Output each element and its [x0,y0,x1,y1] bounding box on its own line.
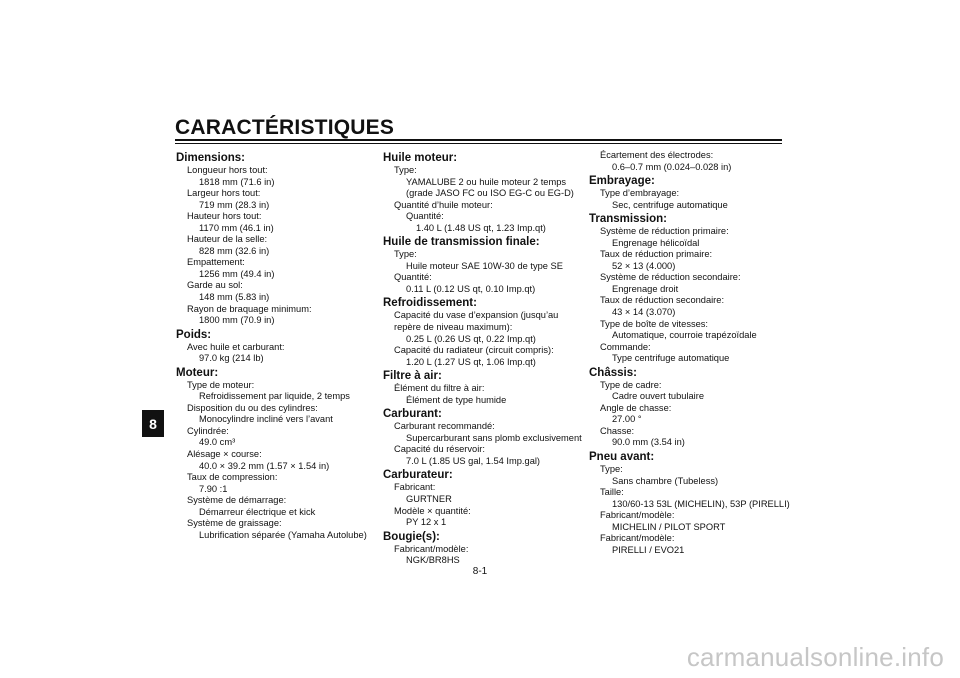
spec-value: 1818 mm (71.6 in) [199,176,275,187]
section-heading: Carburant: [383,408,442,421]
spec-label: Système de réduction primaire: [600,226,729,237]
spec-value: 49.0 cm³ [199,437,236,448]
section-heading: Poids: [176,328,212,341]
spec-value: 130/60-13 53L (MICHELIN), 53P (PIRELLI) [612,498,790,509]
spec-value: GURTNER [406,494,452,505]
spec-value: (grade JASO FC ou ISO EG-C ou EG-D) [406,188,574,199]
spec-label: Cylindrée: [187,425,229,436]
section-heading: Huile moteur: [383,152,458,164]
spec-value: YAMALUBE 2 ou huile moteur 2 temps [406,176,567,187]
section-heading: Carburateur: [383,469,453,482]
title-rule [175,139,782,141]
spec-value: 719 mm (28.3 in) [199,199,270,210]
spec-value: 0.6–0.7 mm (0.024–0.028 in) [612,161,732,172]
spec-value: Type centrifuge automatique [612,353,730,364]
spec-label: Système de graissage: [187,518,282,529]
spec-value: Élément de type humide [406,394,507,405]
spec-value: Engrenage hélicoïdal [612,237,700,248]
spec-label: Taux de réduction primaire: [600,249,713,260]
chapter-tab: 8 [142,410,164,437]
section-heading: Bougie(s): [383,530,440,543]
spec-value: 43 × 14 (3.070) [612,307,676,318]
spec-value: Démarreur électrique et kick [199,506,316,517]
spec-value: 27.00 ° [612,414,642,425]
spec-label: Fabricant: [394,482,436,493]
section-heading: Filtre à air: [383,370,442,383]
spec-label: Hauteur hors tout: [187,211,262,222]
spec-label: Type de cadre: [600,379,662,390]
spec-label: Hauteur de la selle: [187,234,268,245]
section-heading: Embrayage: [589,175,655,188]
spec-label: Type: [394,249,417,260]
spec-value: 7.90 :1 [199,483,228,494]
spec-value: Quantité: [406,211,444,222]
spec-label: Modèle × quantité: [394,505,471,516]
page-number: 8-1 [472,566,488,577]
section-heading: Pneu avant: [589,451,655,464]
spec-value: 1800 mm (70.9 in) [199,315,275,326]
spec-label: Écartement des électrodes: [600,150,714,160]
spec-value: 97.0 kg (214 lb) [199,353,264,364]
page-title: CARACTÉRISTIQUES [175,116,395,139]
spec-label: Type: [394,165,417,175]
spec-label: Fabricant/modèle: [600,510,675,521]
spec-label: Largeur hors tout: [187,188,261,199]
spec-label: Garde au sol: [187,280,243,291]
spec-label: repère de niveau maximum): [394,322,513,333]
title-rule-thin [175,143,782,144]
watermark: carmanualsonline.info [686,642,944,672]
spec-value: MICHELIN / PILOT SPORT [612,521,726,532]
spec-label: Alésage × course: [187,449,262,460]
spec-label: Angle de chasse: [600,402,672,413]
spec-value: Sec, centrifuge automatique [612,199,728,210]
spec-label: Capacité du réservoir: [394,444,485,455]
spec-value: 0.11 L (0.12 US qt, 0.10 Imp.qt) [406,283,536,294]
spec-label: Type de boîte de vitesses: [600,318,709,329]
section-heading: Dimensions: [176,152,246,164]
spec-label: Carburant recommandé: [394,421,495,432]
spec-label: Avec huile et carburant: [187,341,285,352]
spec-value: Refroidissement par liquide, 2 temps [199,391,350,402]
spec-value: Monocylindre incliné vers l’avant [199,414,333,425]
spec-label: Élément du filtre à air: [394,383,485,394]
spec-label: Disposition du ou des cylindres: [187,402,318,413]
spec-label: Chasse: [600,425,635,436]
spec-value: 1.20 L (1.27 US qt, 1.06 Imp.qt) [406,356,536,367]
spec-label: Capacité du radiateur (circuit compris): [394,345,554,356]
spec-value: Cadre ouvert tubulaire [612,391,704,402]
spec-value: PY 12 x 1 [406,517,447,528]
spec-value: Sans chambre (Tubeless) [612,475,719,486]
spec-label: Système de démarrage: [187,495,287,506]
spec-value: Engrenage droit [612,283,679,294]
spec-label: Longueur hors tout: [187,165,268,175]
section-heading: Refroidissement: [383,297,477,310]
spec-value: Automatique, courroie trapézoïdale [612,330,757,341]
spec-label: Quantité: [394,272,432,283]
spec-label: Système de réduction secondaire: [600,272,741,283]
spec-value: 1170 mm (46.1 in) [199,222,274,233]
spec-label: Taux de réduction secondaire: [600,295,725,306]
spec-value: Huile moteur SAE 10W-30 de type SE [406,260,563,271]
spec-column-1 [176,150,371,541]
spec-value: NGK/BR8HS [406,555,460,566]
section-heading: Châssis: [589,366,637,379]
spec-value: 90.0 mm (3.54 in) [612,437,685,448]
spec-label: Taille: [600,487,624,498]
spec-column-3 [589,150,789,556]
spec-value: 148 mm (5.83 in) [199,292,270,303]
spec-label: Quantité d’huile moteur: [394,199,493,210]
spec-label: Type d’embrayage: [600,188,680,199]
spec-value: 1256 mm (49.4 in) [199,268,275,279]
spec-label: Type de moteur: [187,379,255,390]
section-heading: Transmission: [589,213,667,226]
spec-value: 7.0 L (1.85 US gal, 1.54 Imp.gal) [406,455,541,466]
spec-value: Supercarburant sans plomb exclusivement [406,432,582,443]
section-heading: Moteur: [176,366,219,379]
spec-label: Type: [600,464,623,475]
spec-value: PIRELLI / EVO21 [612,544,685,555]
spec-value: 0.25 L (0.26 US qt, 0.22 Imp.qt) [406,333,536,344]
spec-value: 40.0 × 39.2 mm (1.57 × 1.54 in) [199,460,330,471]
spec-label: Taux de compression: [187,472,278,483]
spec-label: Fabricant/modèle: [394,543,469,554]
spec-label: Rayon de braquage minimum: [187,303,312,314]
section-heading: Huile de transmission finale: [383,236,540,249]
spec-label: Commande: [600,341,651,352]
spec-value: 828 mm (32.6 in) [199,245,270,256]
spec-label: Fabricant/modèle: [600,533,675,544]
spec-label: Capacité du vase d’expansion (jusqu’au [394,310,559,321]
spec-value: 1.40 L (1.48 US qt, 1.23 Imp.qt) [416,222,546,233]
spec-value: Lubrification séparée (Yamaha Autolube) [199,529,367,540]
spec-value: 52 × 13 (4.000) [612,260,676,271]
spec-column-2 [383,150,583,567]
spec-label: Empattement: [187,257,245,268]
